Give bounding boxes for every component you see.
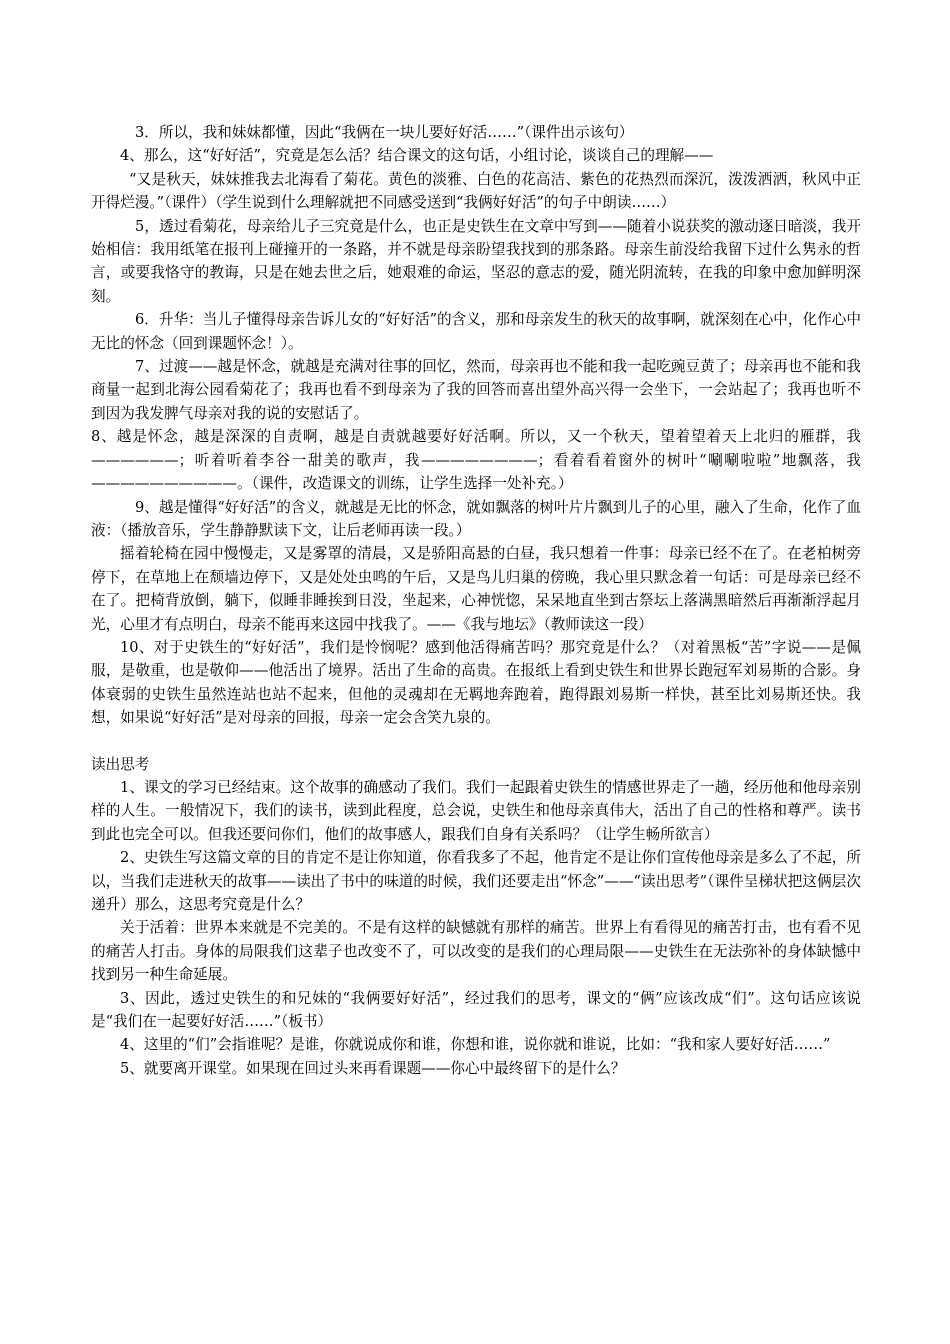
paragraph-item-10: 10、对于史铁生的“好好活”，我们是怜悯呢？感到他活得痛苦吗？那究竟是什么？（对着黑板“苦”字说——是佩服，是敬重，也是敬仰——他活出了境界。活出了生命的高贵。在报纸上看到史铁生和世界长跑冠军刘易斯的合影。身体衰弱的史铁生虽然连站也站不起来，但他的灵魂却在无羁地奔跑着，跑得跟刘易斯一样快，甚至比刘易斯还快。我想，如果说“好好活”是对母亲的回报，母亲一定会含笑九泉的。 — [91, 638, 861, 727]
paragraph-item-5: 5，透过看菊花，母亲给儿子三究竟是什么，也正是史铁生在文章中写到——随着小说获奖的激动逐日暗淡，我开始相信：我用纸笔在报刊上碰撞开的一条路，并不就是母亲盼望我找到的那条路。母亲生前没给我留下过什么隽永的哲言，或要我恪守的教诲，只是在她去世之后，她艰难的命运，坚忍的意志的爱，随光阴流转，在我的印象中愈加鲜明深刻。 — [91, 217, 861, 305]
section-paragraph-1: 1、课文的学习已经结束。这个故事的确感动了我们。我们一起跟着史铁生的情感世界走了一趟，经历他和他母亲别样的人生。一般情况下，我们的读书，读到此程度，总会说，史铁生和他母亲真伟大，活出了自己的性格和尊严。读书到此也完全可以。但我还要问你们，他们的故事感人，跟我们自身有关系吗？（让学生畅所欲言） — [91, 778, 861, 843]
section-paragraph-5: 5、就要离开课堂。如果现在回过头来再看课题——你心中最终留下的是什么？ — [120, 1059, 626, 1077]
section-title: 读出思考 — [91, 755, 150, 773]
section-paragraph-2: 2、史铁生写这篇文章的目的肯定不是让你知道，你看我多了不起，他肯定不是让你们宣传他母亲是多么了不起，所以，当我们走进秋天的故事——读出了书中的味道的时候，我们还要走出“怀念”——“读出思考”（课件呈梯状把这俩层次递升）那么，这思考究竟是什么？ — [91, 849, 861, 913]
section-paragraph-about-living: 关于活着：世界本来就是不完美的。不是有这样的缺憾就有那样的痛苦。世界上有看得见的痛苦打击，也有看不见的痛苦人打击。身体的局限我们这辈子也改变不了，可以改变的是我们的心理局限——史铁生在无法弥补的身体缺憾中找到另一种生命延展。 — [91, 919, 861, 984]
paragraph-item-8: 8、越是怀念，越是深深的自责啊，越是自责就越要好好活啊。所以，又一个秋天，望着望着天上北归的雁群，我——————；听着听着李谷一甜美的歌声，我————————；看着看着窗外的树叶“唰唰啦啦”地飘落，我——————————。（课件，改造课文的训练，让学生选择一处补充。） — [91, 428, 861, 493]
paragraph-item-6: 6．升华：当儿子懂得母亲告诉儿女的“好好活”的含义，那和母亲发生的秋天的故事啊，就深刻在心中，化作心中无比的怀念（回到课题怀念！）。 — [91, 311, 861, 352]
section-paragraph-3: 3、因此，透过史铁生的和兄妹的“我俩要好好活”，经过我们的思考，课文的“俩”应该改成“们”。这句话应该说是“我们在一起要好好活……”（板书） — [91, 989, 861, 1031]
paragraph-item-9: 9、越是懂得“好好活”的含义，就越是无比的怀念，就如飘落的树叶片片飘到儿子的心里，融入了生命，化作了血液：（播放音乐，学生静静默读下文，让后老师再读一段。） — [91, 498, 861, 539]
quoted-sentence-paragraph: “又是秋天，妹妹推我去北海看了菊花。黄色的淡雅、白色的花高洁、紫色的花热烈而深沉，泼泼洒洒，秋风中正开得烂漫。”（课件）（学生说到什么理解就把不同感受送到“我俩好好活”的句子中朗读……） — [91, 170, 861, 212]
document-page — [91, 121, 861, 1080]
paragraph-item-7: 7、过渡——越是怀念，就越是充满对往事的回忆，然而，母亲再也不能和我一起吃豌豆黄了；母亲再也不能和我商量一起到北海公园看菊花了；我再也看不到母亲为了我的回答而喜出望外高兴得一会坐下，一会站起了；我再也听不到因为我发脾气母亲对我的说的安慰话了。 — [91, 358, 861, 422]
paragraph-item-4: 4、那么，这“好好活”，究竟是怎么活？结合课文的这句话，小组讨论，谈谈自己的理解—— — [120, 147, 714, 165]
paragraph-item-3: 3．所以，我和妹妹都懂，因此“我俩在一块儿要好好活……”（课件出示该句） — [135, 124, 634, 141]
section-paragraph-4: 4、这里的“们”会指谁呢？是谁，你就说成你和谁，你想和谁，说你就和谁说，比如：“我和家人要好好活……” — [120, 1036, 831, 1054]
excerpt-paragraph: 摇着轮椅在园中慢慢走，又是雾罩的清晨，又是骄阳高悬的白昼，我只想着一件事：母亲已经不在了。在老柏树旁停下，在草地上在颓墙边停下，又是处处虫鸣的午后，又是鸟儿归巢的傍晚，我心里只默念着一句话：可是母亲已经不在了。把椅背放倒，躺下，似睡非睡挨到日没，坐起来，心神恍惚，呆呆地直坐到古祭坛上落满黑暗然后再渐渐浮起月光，心里才有点明白，母亲不能再来这园中找我了。——《我与地坛》（教师读这一段） — [91, 545, 861, 633]
